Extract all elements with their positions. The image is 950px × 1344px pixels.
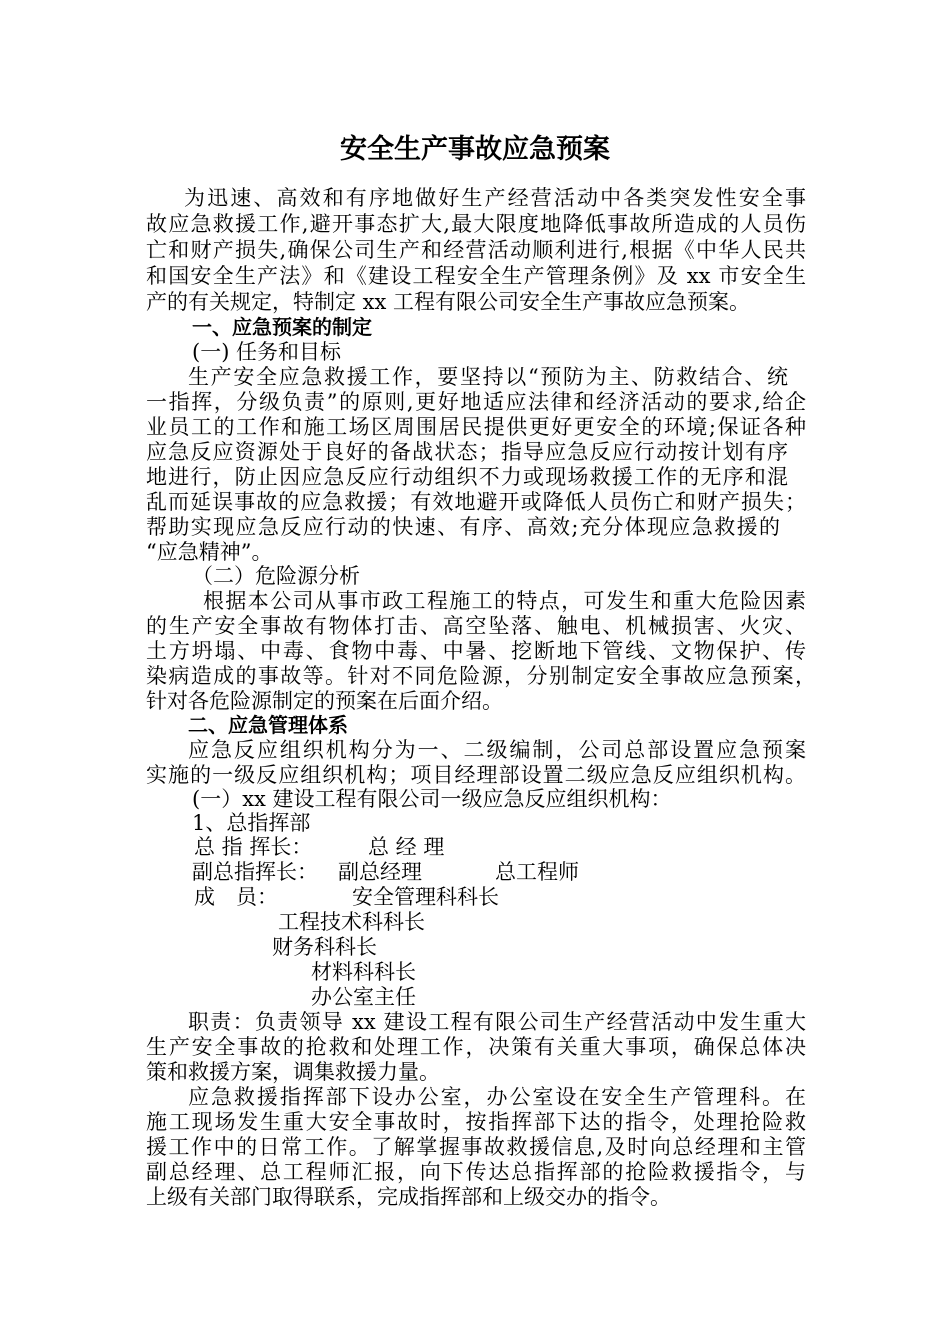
document-title: 安全生产事故应急预案 [340, 134, 610, 165]
member-item: 安全管理科科长 [352, 885, 499, 909]
body-line: 施工现场发生重大安全事故时，按指挥部下达的指令，处理抢险救 [146, 1110, 806, 1134]
intro-line: 为迅速、高效和有序地做好生产经营活动中各类突发性安全事 [184, 186, 806, 210]
body-line: 应急反应组织机构分为一、二级编制，公司总部设置应急预案 [188, 738, 806, 762]
body-line: 根据本公司从事市政工程施工的特点，可发生和重大危险因素 [203, 589, 806, 613]
intro-line: 故应急救援工作,避开事态扩大,最大限度地降低事故所造成的人员伤 [146, 212, 806, 236]
body-line: 地进行，防止因应急反应行动组织不力或现场救援工作的无序和混 [146, 465, 788, 489]
body-line: 土方坍塌、中毒、食物中毒、中暑、挖断地下管线、文物保护、传 [146, 639, 806, 663]
subsection-heading: (一) 任务和目标 [192, 340, 342, 364]
role-label: 副总指挥长： [192, 860, 318, 884]
body-line: 副总经理、总工程师汇报，向下传达总指挥部的抢险救援指令，与 [146, 1160, 806, 1184]
body-line: 染病造成的事故等。针对不同危险源，分别制定安全事故应急预案， [146, 664, 816, 688]
subsection-heading: （二）危险源分析 [192, 564, 360, 588]
body-line: 业员工的工作和施工场区周围居民提供更好更安全的环境;保证各种 [146, 415, 806, 439]
member-item: 办公室主任 [311, 985, 416, 1009]
role-label: 成 员： [194, 885, 278, 909]
role-value: 总 经 理 [368, 835, 445, 859]
intro-line: 亡和财产损失,确保公司生产和经营活动顺利进行,根据《中华人民共 [146, 238, 806, 262]
body-line: 策和救援方案，调集救援力量。 [146, 1060, 440, 1084]
body-line: 针对各危险源制定的预案在后面介绍。 [146, 689, 503, 713]
member-item: 工程技术科科长 [278, 910, 425, 934]
body-line: 援工作中的日常工作。了解掌握事故救援信息,及时向总经理和主管 [146, 1135, 806, 1159]
body-line: 实施的一级反应组织机构；项目经理部设置二级应急反应组织机构。 [146, 763, 806, 787]
body-line: 上级有关部门取得联系，完成指挥部和上级交办的指令。 [146, 1185, 671, 1209]
body-line: 应急救援指挥部下设办公室，办公室设在安全生产管理科。在 [188, 1085, 806, 1109]
intro-line: 产的有关规定，特制定 xx 工程有限公司安全生产事故应急预案。 [146, 290, 751, 314]
role-value: 总工程师 [495, 860, 579, 884]
body-line: 帮助实现应急反应行动的快速、有序、高效;充分体现应急救援的 [146, 515, 780, 539]
body-line: 乱而延误事故的应急救援；有效地避开或降低人员伤亡和财产损失； [146, 490, 806, 514]
body-line: 的生产安全事故有物体打击、高空坠落、触电、机械损害、火灾、 [146, 614, 806, 638]
body-line: 一指挥，分级负责”的原则,更好地适应法律和经济活动的要求,给企 [146, 390, 806, 414]
section-heading: 二、应急管理体系 [188, 713, 348, 737]
member-item: 财务科科长 [272, 935, 377, 959]
body-line: 生产安全应急救援工作，要坚持以“预防为主、防救结合、统 [188, 365, 788, 389]
role-value: 副总经理 [338, 860, 422, 884]
section-heading: 一、应急预案的制定 [192, 315, 372, 339]
body-line: 职责：负责领导 xx 建设工程有限公司生产经营活动中发生重大 [188, 1010, 806, 1034]
body-line: 应急反应资源处于良好的备战状态；指导应急反应行动按计划有序 [146, 440, 788, 464]
role-label: 总 指 挥长： [194, 835, 313, 859]
body-line: “应急精神”。 [146, 540, 273, 564]
list-item: 1、总指挥部 [192, 811, 311, 835]
intro-line: 和国安全生产法》和《建设工程安全生产管理条例》及 xx 市安全生 [146, 264, 806, 288]
member-item: 材料科科长 [311, 960, 416, 984]
body-line: 生产安全事故的抢救和处理工作，决策有关重大事项，确保总体决 [146, 1035, 806, 1059]
subsection-heading: (一）xx 建设工程有限公司一级应急反应组织机构： [192, 787, 672, 811]
